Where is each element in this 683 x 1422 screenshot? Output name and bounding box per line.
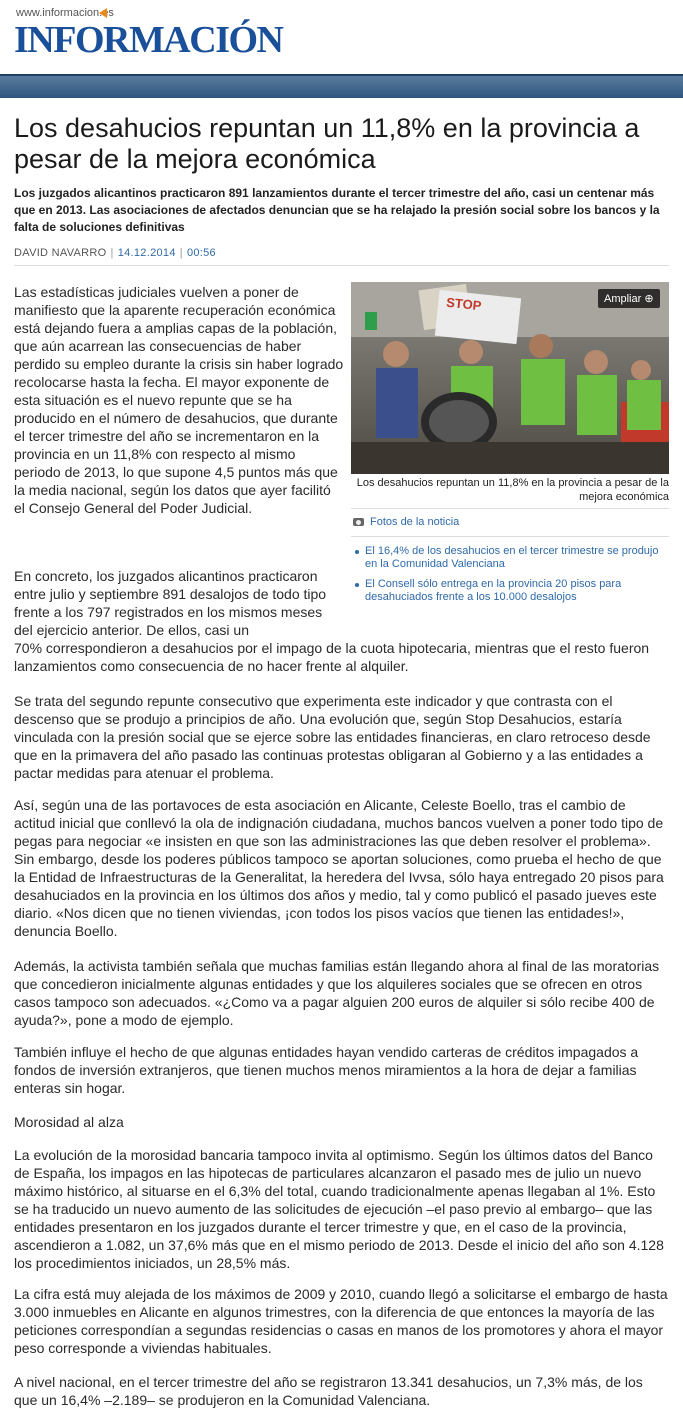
masthead — [0, 0, 683, 72]
article-paragraph: Además, la activista también señala que muchas familias están llegando ahora al final de las moratorias que concedieron inicialmente algunas entidades y que los alquileres sociales que se ofrecen en otros casos tampoco son adecuados. «¿Como va a pagar alguien 200 euros de alquiler si sólo recibe 400 de ayuda?», pone a modo de ejemplo. — [14, 958, 660, 1028]
camera-icon — [353, 518, 364, 526]
site-url[interactable]: www.informacion.es — [16, 7, 114, 19]
navigation-bar-top-line — [0, 74, 683, 76]
article-paragraph: La evolución de la morosidad bancaria tampoco invita al optimismo. Según los últimos datos del Banco de España, los impagos en las hipotecas de particulares alcanzaron el pasado mes de julio un nuevo máximo histórico, al situarse en el 6,3% del total, cuando tradicionalmente apenas llegaban al 1%. Esto se ha traducido un nuevo aumento de las solicitudes de ejecución –el paso previo al embargo– que las entidades presentaron en los juzgados durante el tercer trimestre y que, en el caso de la provincia, ascendieron a 1.082, un 37,6% más que en el mismo periodo de 2013. Desde el inicio del año son 4.128 los procedimientos iniciados, un 28,5% más. — [14, 1147, 664, 1271]
article-paragraph: Así, según una de las portavoces de esta asociación en Alicante, Celeste Boello, tras el cambio de actitud inicial que conllevó la ola de indignación ciudadana, muchos bancos vuelven a poner todo tipo de pegas para negociar «e insisten en que son las administraciones las que deben resolver el problema». Sin embargo, desde los poderes públicos tampoco se aportan soluciones, como prueba el hecho de que la Entidad de Infraestructuras de la Generalitat, la heredera del Ivvsa, sólo haya entregado 20 pisos para desahuciados en la provincia en los últimos dos años y medio, tal y como publicó el pasado jueves este diario. «Nos dicen que no tienen viviendas, ¡con todos los pisos vacíos que tienen las entidades!», denuncia Boello. — [14, 797, 664, 939]
article-paragraph: En concreto, los juzgados alicantinos practicaron entre julio y septiembre 891 desalojos de todo tipo frente a los 797 registrados en los mismos meses del ejercicio anterior. De ellos, casi un — [14, 568, 327, 638]
publish-time: 00:56 — [186, 247, 216, 259]
byline-separator: | — [179, 247, 183, 259]
article-photo[interactable] — [351, 282, 669, 474]
zoom-label: Ampliar — [604, 293, 642, 305]
article-paragraph: También influye el hecho de que algunas entidades hayan vendido carteras de créditos impagados a fondos de inversión extranjeros, que tienen muchos menos miramientos a la hora de dejar a familias enteras sin hogar. — [14, 1044, 639, 1096]
article-paragraph: A nivel nacional, en el tercer trimestre del año se registraron 13.341 desahucios, un 7,3% más, de los que un 16,4% –2.189– se produjeron en la Comunidad Valenciana. — [14, 1374, 643, 1408]
related-article-link[interactable]: El 16,4% de los desahucios en el tercer trimestre se produjo en la Comunidad Valenciana — [355, 545, 665, 571]
article-paragraph: 70% correspondieron a desahucios por el impago de la cuota hipotecaria, mientras que el resto fueron lanzamientos como consecuencia de no hacer frente al alquiler. — [14, 640, 650, 674]
related-articles — [355, 545, 665, 611]
photo-caption: Los desahucios repuntan un 11,8% en la provincia a pesar de la mejora económica — [356, 477, 669, 503]
svg-text:STOP: STOP — [445, 294, 483, 314]
article-title: Los desahucios repuntan un 11,8% en la provincia a pesar de la mejora económica — [14, 113, 640, 174]
article-paragraph: Las estadísticas judiciales vuelven a poner de manifiesto que la aparente recuperación económica está dejando fuera a amplias capas de la población, que aún acarrean las consecuencias de haber perdido su empleo durante la crisis sin haber logrado recolocarse hasta la fecha. El mayor exponente de esta situación es el nuevo repunte que se ha producido en el número de desahucios, que durante el tercer trimestre del año se incrementaron en la provincia en un 11,8% con respecto al mismo periodo de 2013, lo que supone 4,5 puntos más que la media nacional, según los datos que ayer facilitó el Consejo General del Poder Judicial. — [14, 284, 344, 516]
article-paragraph: Se trata del segundo repunte consecutivo que experimenta este indicador y que contrasta con el descenso que se produjo a principios de año. Una evolución que, según Stop Desahucios, estaría vinculada con la presión social que se ejerce sobre las entidades financieras, en claro retroceso desde que en la primavera del año pasado las continuas protestas obligaran al Gobierno y a las entidades a pactar medidas para atenuar el problema. — [14, 693, 651, 781]
sidebar-divider — [351, 536, 669, 537]
article-lead: Los juzgados alicantinos practicaron 891 lanzamientos durante el tercer trimestre del año, casi un centenar más que en 2013. Las asociaciones de afectados denuncian que se ha relajado la presión social sobre los bancos y la falta de soluciones definitivas — [14, 186, 660, 234]
orange-arrow-icon — [99, 8, 107, 18]
navigation-bar — [0, 74, 683, 98]
photo-gallery-link[interactable] — [353, 516, 459, 528]
byline-separator: | — [110, 247, 114, 259]
publish-date: 14.12.2014 — [117, 247, 176, 259]
author-name[interactable]: DAVID NAVARRO — [14, 247, 107, 259]
sidebar-divider — [351, 508, 669, 509]
section-subheading: Morosidad al alza — [14, 1114, 124, 1130]
zoom-button[interactable] — [598, 289, 660, 308]
byline-divider — [14, 265, 669, 266]
related-article-link[interactable]: El Consell sólo entrega en la provincia 20 pisos para desahuciados frente a los 10.000 desalojos — [355, 578, 665, 604]
site-logo[interactable]: INFORMACIÓN — [14, 19, 283, 61]
byline — [14, 247, 216, 259]
magnifier-icon: ⊕ — [644, 293, 654, 305]
article-paragraph: La cifra está muy alejada de los máximos de 2009 y 2010, cuando llegó a solicitarse el embargo de hasta 3.000 inmuebles en Alicante en algunos trimestres, con la diferencia de que entonces la mayoría de las peticiones correspondían a segundas residencias o casas en manos de los promotores y ahora el mayor peso corresponde a viviendas habituales. — [14, 1286, 668, 1356]
photo-gallery-label: Fotos de la noticia — [370, 516, 460, 528]
